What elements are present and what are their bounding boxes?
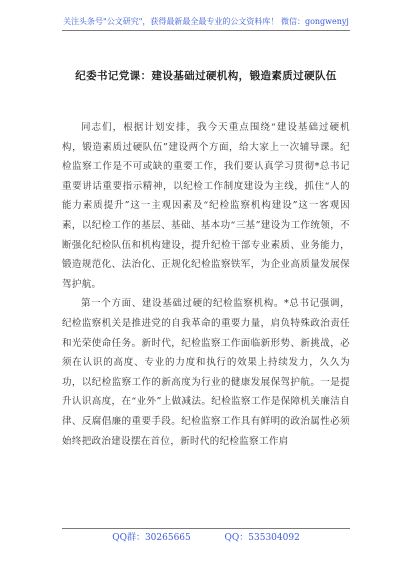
header-banner-text: 关注头条号"公文研究"，获得最新最全最专业的公文资料库！ 微信：gongwenyj	[63, 17, 349, 26]
header-divider	[62, 30, 350, 31]
footer-divider	[62, 528, 350, 529]
footer-qq-group: QQ群：30265665	[112, 533, 191, 543]
footer-contact	[62, 532, 350, 544]
paragraph-section-one: 第一个方面、建设基础过硬的纪检监察机构。*总书记强调，纪检监察机关是推进党的自我革命的重要力量，肩负特殊政治责任和光荣使命任务。新时代，纪检监察工作面临新形势、新挑战，必须在认识的高度、专业的力度和执行的效果上持续发力，久久为功，以纪检监察工作的新高度为行业的健康发展保驾护航。一是提升认识高度，在“业外”上做减法。纪检监察工作是保障机关廉洁自律、反腐倡廉的重要手段。纪检监察工作具有鲜明的政治属性必须始终把政治建设摆在首位，新时代的纪检监察工作肩	[62, 298, 350, 447]
page-footer	[0, 528, 408, 558]
document-title: 纪委书记党课：建设基础过硬机构，锻造素质过硬队伍	[75, 70, 337, 82]
footer-qq-number: QQ：535304092	[224, 533, 300, 543]
paragraph-intro: 同志们，根据计划安排，我今天重点围绕“建设基础过硬机构，锻造素质过硬队伍”建设两个方面，给大家上一次辅导课。纪检监察工作是不可或缺的重要工作，我们要认真学习贯彻*总书记重要讲话重要指示精神，以纪检工作制度建设为主线，抓住“人的能力素质提升”这一主观因素及“纪检监察机构建设”这一客观因素，以纪检工作的基层、基础、基本功“三基”建设为工作统领，不断强化纪检队伍和机构建设，提升纪检干部专业素质、业务能力，锻造规范化、法治化、正规化纪检监察铁军，为企业高质量发展保驾护航。	[62, 122, 350, 290]
page-header	[0, 16, 408, 38]
document-body	[62, 118, 350, 451]
